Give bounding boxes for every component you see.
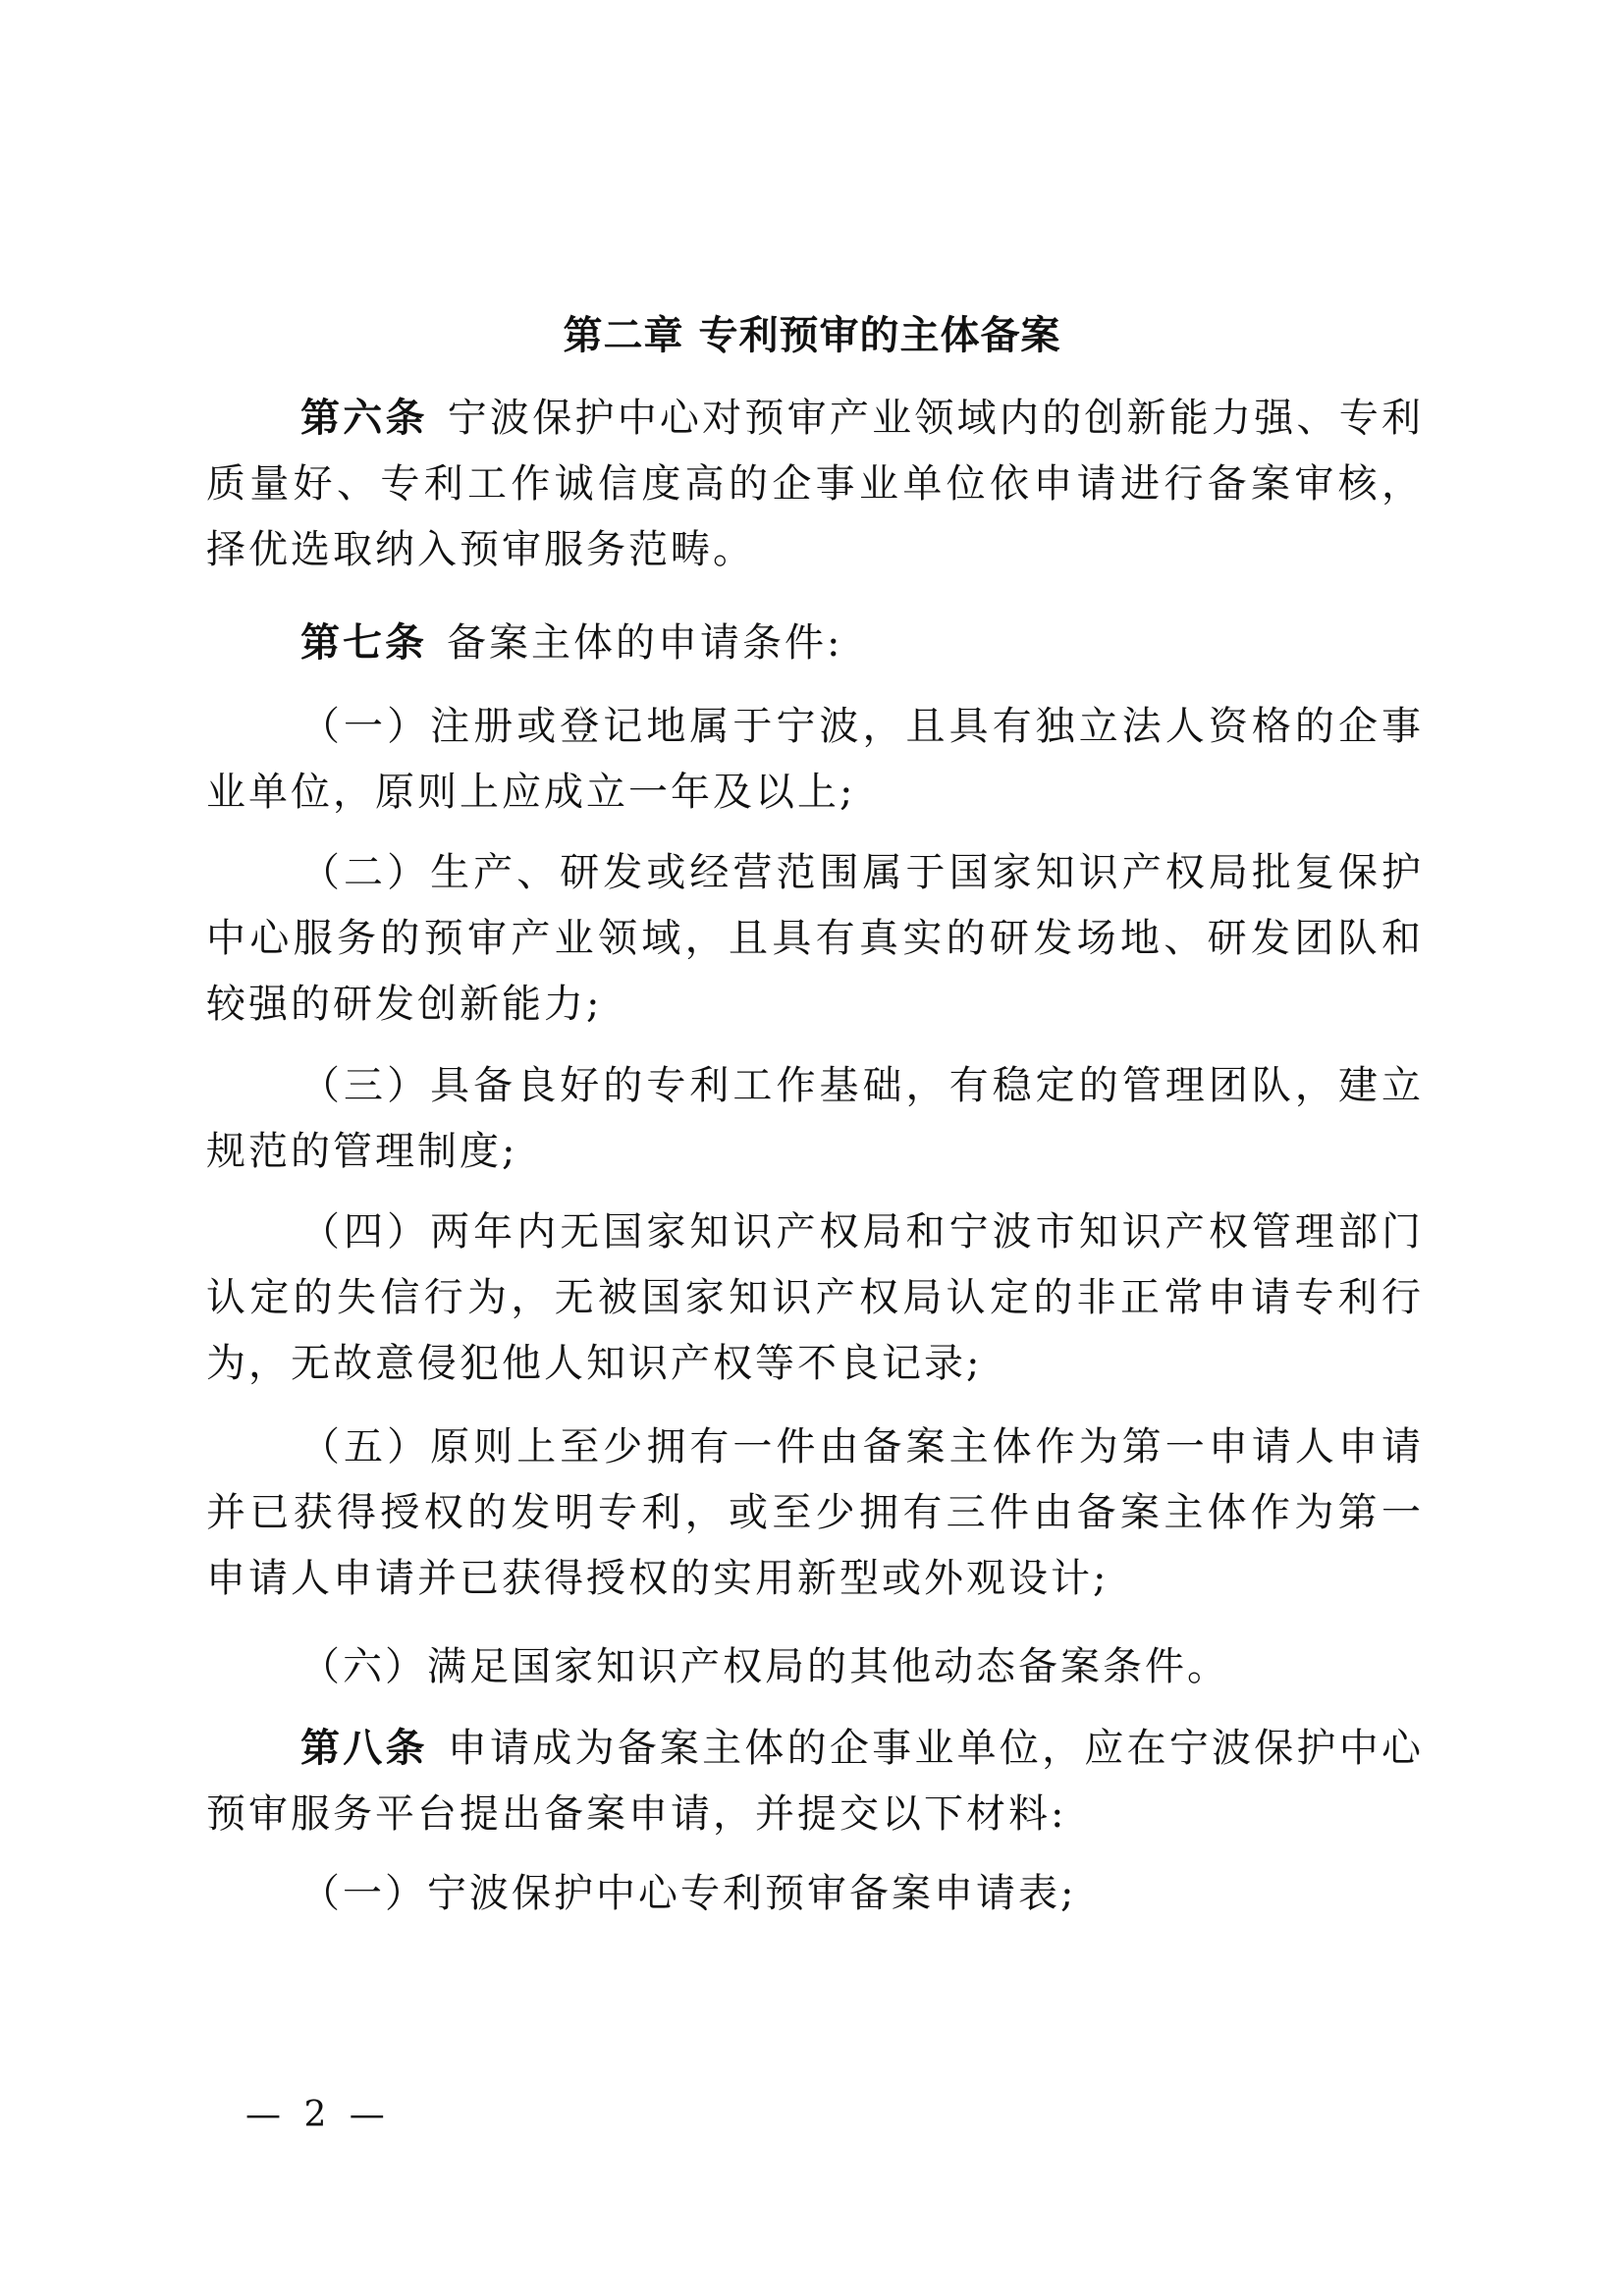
article-8-text: 申请成为备案主体的企事业单位，应在宁波保护中心预审服务平台提出备案申请，并提交以下材料: [206,1726,1425,1837]
article-8 [206,1716,1424,1847]
article-7-label: 第七条 [300,620,427,666]
condition-2: （二）生产、研发或经营范围属于国家知识产权局批复保护中心服务的预审产业领域，且具有真实的研发场地、研发团队和较强的研发创新能力; [206,850,1424,1027]
article-8-label: 第八条 [300,1726,428,1771]
condition-6: （六）满足国家知识产权局的其他动态备案条件。 [300,1644,1229,1689]
page-number: — 2 — [245,2095,391,2135]
article-7-text: 备案主体的申请条件: [447,620,843,666]
condition-5: （五）原则上至少拥有一件由备案主体作为第一申请人申请并已获得授权的发明专利，或至少拥有三件由备案主体作为第一申请人申请并已获得授权的实用新型或外观设计; [206,1424,1424,1601]
article-7 [206,611,1424,676]
article-6 [206,386,1424,583]
article-6-label: 第六条 [300,396,428,441]
condition-1: （一）注册或登记地属于宁波，且具有独立法人资格的企事业单位，原则上应成立一年及以上; [206,704,1424,815]
chapter-title: 第二章 专利预审的主体备案 [563,313,1061,358]
article-6-text: 宁波保护中心对预审产业领域内的创新能力强、专利质量好、专利工作诚信度高的企事业单位依申请进行备案审核，择优选取纳入预审服务范畴。 [206,396,1425,572]
condition-3: （三）具备良好的专利工作基础，有稳定的管理团队，建立规范的管理制度; [206,1063,1424,1174]
material-1: （一）宁波保护中心专利预审备案申请表; [300,1871,1077,1916]
condition-4: （四）两年内无国家知识产权局和宁波市知识产权管理部门认定的失信行为，无被国家知识产权局认定的非正常申请专利行为，无故意侵犯他人知识产权等不良记录; [206,1209,1424,1386]
